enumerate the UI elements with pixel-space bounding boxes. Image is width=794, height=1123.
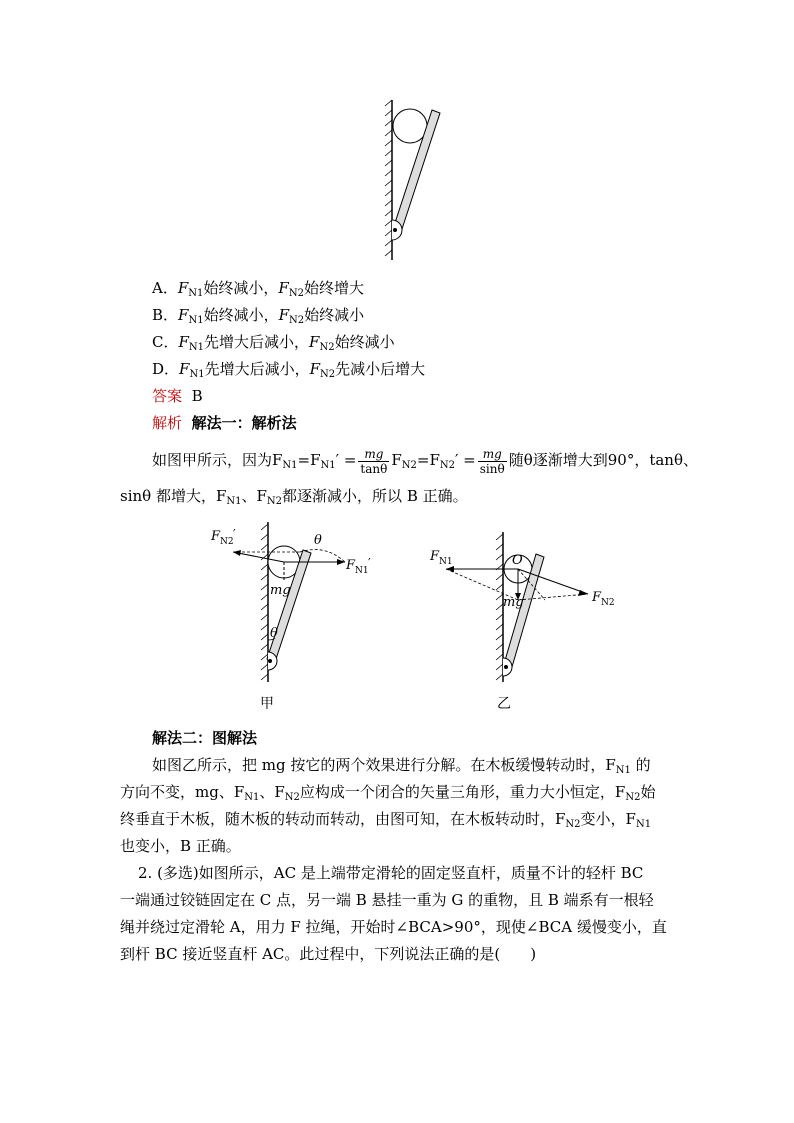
figure-pair xyxy=(0,512,794,727)
yi-fn2-label: F xyxy=(592,590,602,605)
yi-label: 乙 xyxy=(497,696,511,712)
yi-fn1-sub: N1 xyxy=(439,557,453,567)
yi-fn2-sub: N2 xyxy=(601,598,615,608)
fraction-tan: $\frac{mg}{\tan\theta}$ xyxy=(360,446,388,476)
method2-line2: 方向不变，mg、$F_{N1}$、$F_{N2}$应构成一个闭合的矢量三角形，重力大小恒定，$F_{N2}$始 xyxy=(120,783,656,803)
ball xyxy=(393,109,427,143)
wall-hatch xyxy=(385,100,392,260)
question2-line2: 一端通过铰链固定在 C 点，另一端 B 悬挂一重为 G 的重物，且 B 端系有一根轻 xyxy=(120,891,654,909)
jia-fn2p-sub: N2 xyxy=(220,537,234,547)
yi-o-label: O xyxy=(512,553,523,568)
question2-line1: 2. (多选)如图所示，AC 是上端带定滑轮的固定竖直杆，质量不计的轻杆 BC xyxy=(138,864,644,882)
question2-line4: 到杆 BC 接近竖直杆 AC。此过程中，下列说法正确的是( ) xyxy=(120,945,537,963)
answer-label: 答案 xyxy=(152,387,183,405)
jia-label: 甲 xyxy=(260,696,274,712)
option-c: C．$F_{N1}$先增大后减小，$F_{N2}$始终减小 xyxy=(152,333,395,353)
jia-theta-bottom: θ xyxy=(270,626,278,641)
yi-mg: mg xyxy=(503,595,524,610)
option-a: A．$F_{N1}$始终减小，$F_{N2}$始终增大 xyxy=(152,279,364,299)
jia-mg: mg xyxy=(270,583,291,598)
jia-fn1p-sub: N1 xyxy=(355,566,369,576)
answer-value: B xyxy=(191,387,203,405)
analysis-label: 解析 xyxy=(152,414,183,432)
method2-line1: 如图乙所示，把 mg 按它的两个效果进行分解。在木板缓慢转动时，$F_{N1}$ 的 xyxy=(152,756,651,776)
option-d: D．$F_{N1}$先增大后减小，$F_{N2}$先减小后增大 xyxy=(152,360,426,380)
option-b: B．$F_{N1}$始终减小，$F_{N2}$始终减小 xyxy=(152,306,365,326)
fraction-sin: $\frac{mg}{\sin\theta}$ xyxy=(479,446,505,476)
answer-line xyxy=(152,386,712,406)
jia-fn1p-label: F xyxy=(346,558,356,573)
jia-fn2p-label: F xyxy=(211,529,221,544)
method2-line4: 也变小，B 正确。 xyxy=(120,837,241,855)
method2-title: 解法二：图解法 xyxy=(152,729,258,747)
question2-line3: 绳并绕过定滑轮 A，用力 F 拉绳，开始时∠BCA>90°，现使∠BCA 缓慢变小，直 xyxy=(120,918,667,936)
top-figure xyxy=(0,0,794,280)
jia-theta-top: θ xyxy=(314,533,322,548)
analysis-line xyxy=(152,413,712,433)
figure-yi xyxy=(429,532,615,712)
conclusion-line: sinθ 都增大，$F_{N1}$、$F_{N2}$都逐渐减小，所以 B 正确。 xyxy=(120,487,468,507)
yi-fn1-label: F xyxy=(430,549,440,564)
method1-title: 解法一：解析法 xyxy=(191,414,297,432)
jia-fn2p-prime: ′ xyxy=(233,527,236,541)
jia-fn1p-prime: ′ xyxy=(368,556,371,570)
method2-line3: 终垂直于木板，随木板的转动而转动，由图可知，在木板转动时，$F_{N2}$变小，$F_{N1}$ xyxy=(120,810,652,830)
figure-jia xyxy=(210,522,371,712)
equation-line: 如图甲所示，因为$F_{N1}=F_{N1}'$ = $\frac{mg}{\tan\theta}$ $F_{N2}=F_{N2}'$ = $\frac{mg}{\sin\theta}$ 随θ逐渐增大到90°，tanθ、 xyxy=(152,446,698,476)
